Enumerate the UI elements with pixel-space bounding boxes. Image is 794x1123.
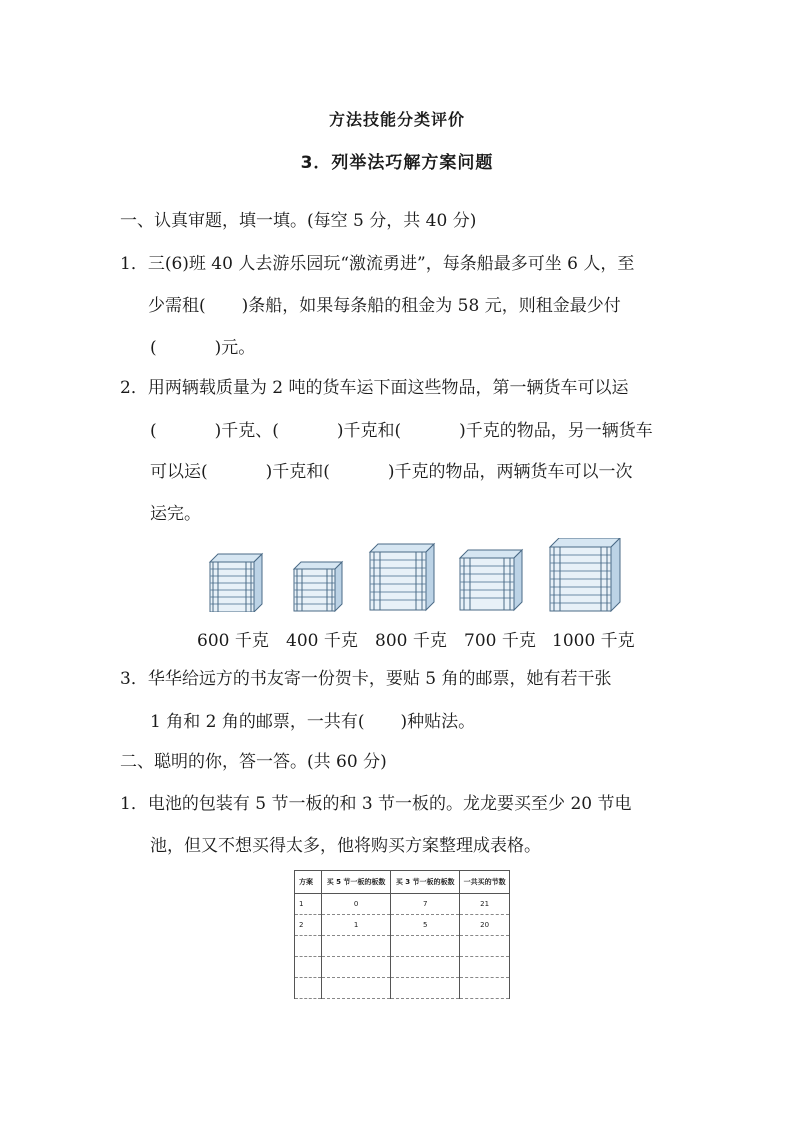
crate-icon [210, 554, 262, 612]
q3-line2a: 1 角和 2 角的邮票，一共有( [150, 712, 365, 732]
q2-line2d: )千克的物品，另一辆货车 [459, 421, 653, 441]
table-cell[interactable] [322, 936, 391, 957]
q2-line2b: )千克、( [214, 421, 279, 441]
page-subtitle: 3．列举法巧解方案问题 [300, 153, 494, 173]
crate-illustrations [200, 538, 640, 612]
table-row [295, 915, 510, 936]
q1-line3 [150, 337, 255, 359]
q1-line3a: ( [150, 338, 157, 358]
s2-q1-line2: 池，但又不想买得太多，他将购买方案整理成表格。 [150, 836, 541, 856]
table-cell: 1 [295, 894, 322, 915]
battery-plan-table [294, 870, 510, 999]
crate-label-5: 1000 千克 [552, 631, 635, 651]
q3-line2 [150, 711, 475, 733]
table-cell: 0 [322, 894, 391, 915]
table-cell[interactable] [391, 978, 460, 999]
table-row [295, 936, 510, 957]
q3-line1: 3．华华给远方的书友寄一份贺卡，要贴 5 角的邮票，她有若干张 [120, 669, 612, 689]
crate-label-2: 400 千克 [286, 631, 358, 651]
table-cell[interactable] [295, 978, 322, 999]
q1-line2a: 少需租( [148, 296, 206, 316]
crate-label-3: 800 千克 [375, 631, 447, 651]
table-cell[interactable] [391, 936, 460, 957]
table-cell[interactable] [322, 978, 391, 999]
table-cell[interactable] [460, 978, 510, 999]
q2-line2 [150, 420, 653, 442]
section1-heading: 一、认真审题，填一填。(每空 5 分，共 40 分) [120, 211, 477, 231]
table-header-cell: 一共买的节数 [460, 871, 510, 894]
crate-label-1: 600 千克 [197, 631, 269, 651]
table-cell: 2 [295, 915, 322, 936]
q1-line1: 1．三(6)班 40 人去游乐园玩“激流勇进”，每条船最多可坐 6 人，至 [120, 254, 635, 274]
table-header-cell: 买 5 节一板的板数 [322, 871, 391, 894]
table-row [295, 957, 510, 978]
table-cell: 1 [322, 915, 391, 936]
crate-label-4: 700 千克 [464, 631, 536, 651]
q2-line3 [150, 461, 633, 483]
q2-line2c: )千克和( [336, 421, 402, 441]
q1-line2b: )条船，如果每条船的租金为 58 元，则租金最少付 [241, 296, 621, 316]
crate-icon [550, 538, 620, 611]
table-header-cell: 方案 [295, 871, 322, 894]
table-cell[interactable] [322, 957, 391, 978]
table-row [295, 894, 510, 915]
table-cell[interactable] [295, 957, 322, 978]
q1-line3b: )元。 [214, 338, 256, 358]
s2-q1-line1: 1．电池的包装有 5 节一板的和 3 节一板的。龙龙要买至少 20 节电 [120, 794, 632, 814]
table-header-row [295, 871, 510, 894]
table-header-cell: 买 3 节一板的板数 [391, 871, 460, 894]
crate-icon [370, 544, 434, 610]
q2-line3b: )千克和( [265, 462, 330, 482]
table-row [295, 978, 510, 999]
crate-icon [460, 550, 522, 610]
page-title: 方法技能分类评价 [328, 110, 465, 129]
table-cell: 5 [391, 915, 460, 936]
table-cell[interactable] [295, 936, 322, 957]
table-cell: 20 [460, 915, 510, 936]
table-cell[interactable] [391, 957, 460, 978]
table-cell[interactable] [460, 957, 510, 978]
crate-icon [294, 562, 342, 611]
q3-line2b: )种贴法。 [400, 712, 476, 732]
table-cell: 21 [460, 894, 510, 915]
q2-line3a: 可以运( [150, 462, 208, 482]
table-cell: 7 [391, 894, 460, 915]
q2-line1: 2．用两辆载质量为 2 吨的货车运下面这些物品，第一辆货车可以运 [120, 378, 629, 398]
table-cell[interactable] [460, 936, 510, 957]
q2-line2a: ( [150, 421, 157, 441]
q2-line3c: )千克的物品，两辆货车可以一次 [387, 462, 633, 482]
q2-line4: 运完。 [150, 504, 201, 524]
section2-heading: 二、聪明的你，答一答。(共 60 分) [120, 752, 387, 772]
q1-line2 [148, 295, 621, 317]
